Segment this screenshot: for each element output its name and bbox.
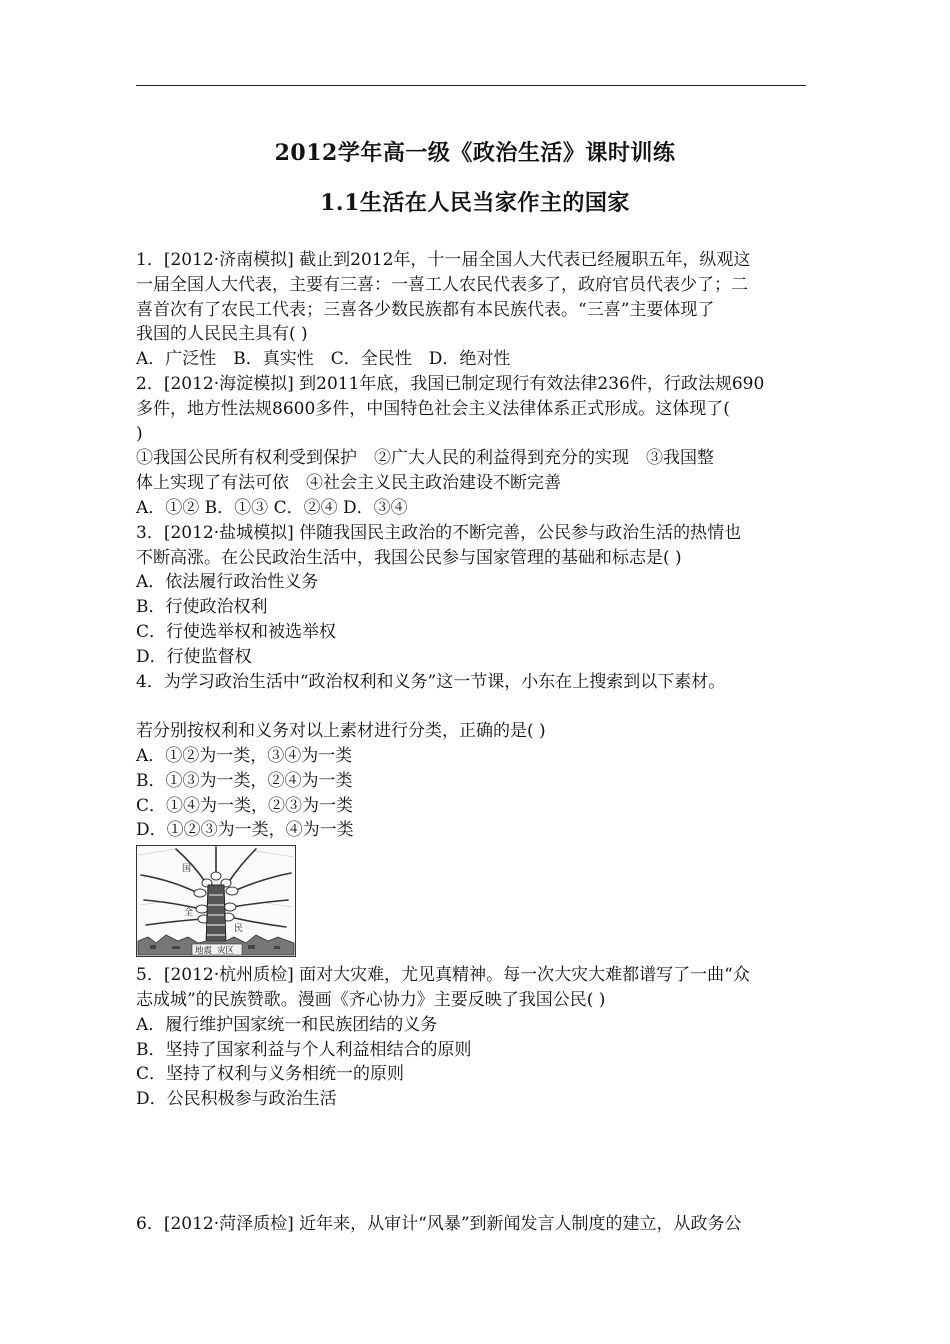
answer-option: B．①③为一类，②④为一类 <box>136 770 353 791</box>
cartoon-label-min: 民 <box>234 924 244 935</box>
question-text-line: 4．为学习政治生活中“政治权利和义务”这一节课，小东在上搜索到以下素材。 <box>136 671 726 692</box>
question-text-line: ①我国公民所有权利受到保护 ②广大人民的利益得到充分的实现 ③我国整 <box>136 448 714 469</box>
answer-option: A．依法履行政治性义务 <box>136 572 319 593</box>
question-2 <box>136 372 808 521</box>
answer-option: A．①②为一类，③④为一类 <box>136 745 353 766</box>
answer-option: C．坚持了权利与义务相统一的原则 <box>136 1064 405 1085</box>
question-5 <box>136 963 808 1112</box>
question-text-line: 1．[2012·济南模拟] 截止到2012年，十一届全国人大代表已经履职五年，纵观这 <box>136 250 751 270</box>
blank-line <box>136 694 808 719</box>
answer-options: A．广泛性 B．真实性 C．全民性 D．绝对性 <box>136 349 511 370</box>
answer-options: A．①② B．①③ C．②④ D．③④ <box>136 497 408 518</box>
answer-option: A．履行维护国家统一和民族团结的义务 <box>136 1014 438 1035</box>
answer-option: C．行使选举权和被选举权 <box>136 621 337 642</box>
question-6 <box>136 1212 808 1237</box>
cartoon-image <box>136 845 296 957</box>
question-text-line: 2．[2012·海淀模拟] 到2011年底，我国已制定现行有效法律236件，行政法规690 <box>136 373 765 394</box>
page-subtitle: 1.1生活在人民当家作主的国家 <box>320 190 630 216</box>
spacer <box>136 1112 808 1212</box>
cartoon-label-guo: 国 <box>182 864 192 875</box>
question-text-line: ) <box>136 423 143 444</box>
cartoon-label-quan: 全 <box>184 908 194 919</box>
question-text-line: 喜首次有了农民工代表；三喜各少数民族都有本民族代表。“三喜”主要体现了 <box>136 299 715 320</box>
question-text-line: 一届全国人大代表，主要有三喜：一喜工人农民代表多了，政府官员代表少了；二 <box>136 274 748 295</box>
question-4 <box>136 670 808 844</box>
header-rule <box>136 85 806 86</box>
cartoon-label-dizhen: 地震 <box>195 946 213 957</box>
question-text-line: 志成城”的民族赞歌。漫画《齐心协力》主要反映了我国公民( ) <box>136 989 606 1010</box>
question-text-line: 3．[2012·盐城模拟] 伴随我国民主政治的不断完善，公民参与政治生活的热情也 <box>136 522 742 543</box>
answer-option: B．行使政治权利 <box>136 597 268 618</box>
question-3 <box>136 521 808 670</box>
answer-option: B．坚持了国家利益与个人利益相结合的原则 <box>136 1039 472 1060</box>
answer-option: D．①②③为一类，④为一类 <box>136 820 354 841</box>
answer-option: C．①④为一类，②③为一类 <box>136 795 354 816</box>
question-1 <box>136 248 808 372</box>
question-text-line: 6．[2012·菏泽质检] 近年来，从审计“风暴”到新闻发言人制度的建立，从政务公 <box>136 1213 742 1234</box>
cartoon-label-zaiqu: 灾区 <box>217 946 235 957</box>
question-text-line: 不断高涨。在公民政治生活中，我国公民参与国家管理的基础和标志是( ) <box>136 547 682 568</box>
question-text-line: 若分别按权利和义务对以上素材进行分类，正确的是( ) <box>136 721 546 742</box>
question-list <box>136 248 808 1237</box>
answer-option: D．公民积极参与政治生活 <box>136 1089 337 1110</box>
question-text-line: 多件，地方性法规8600多件，中国特色社会主义法律体系正式形成。这体现了( <box>136 398 730 419</box>
question-text-line: 我国的人民民主具有( ) <box>136 324 308 345</box>
question-text-line: 体上实现了有法可依 ④社会主义民主政治建设不断完善 <box>136 473 561 494</box>
question-text-line: 5．[2012·杭州质检] 面对大灾难，尤见真精神。每一次大灾大难都谱写了一曲“众 <box>136 965 750 986</box>
answer-option: D．行使监督权 <box>136 646 252 667</box>
page-title: 2012学年高一级《政治生活》课时训练 <box>274 140 676 166</box>
